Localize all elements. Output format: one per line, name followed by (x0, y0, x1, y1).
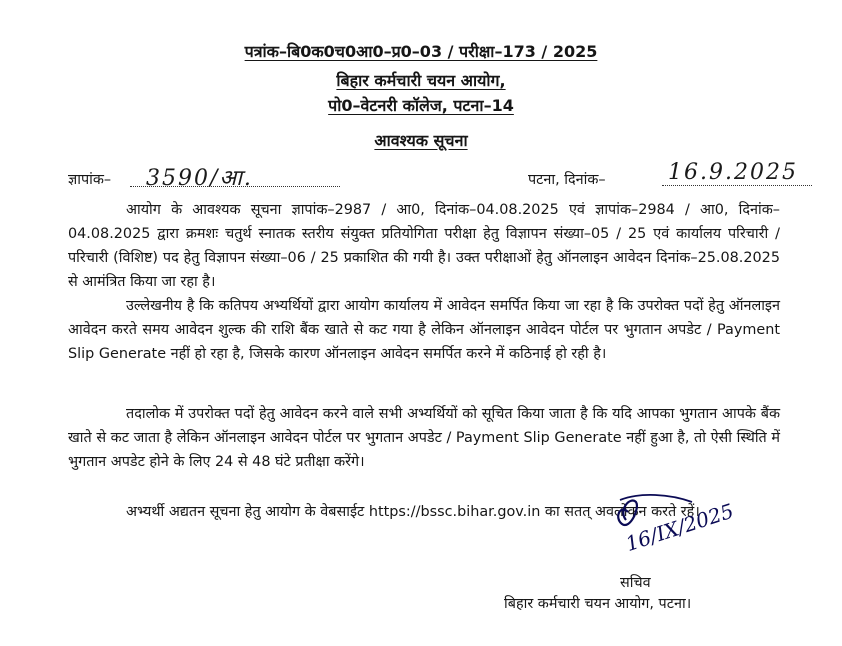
paragraph-4: अभ्यर्थी अद्यतन सूचना हेतु आयोग के वेबसाईट https://bssc.bihar.gov.in का सतत् अवलोकन करते रहें। (126, 504, 700, 520)
organization-address: पो0–वेटनरी कॉलेज, पटना–14 (328, 96, 514, 115)
signature-handwritten-date: 16/IX/2025 (622, 498, 737, 556)
date-label: पटना, दिनांक– (528, 172, 606, 188)
memo-handwritten-number: 3590/आ. (146, 166, 253, 191)
paragraph-2: उल्लेखनीय है कि कतिपय अभ्यर्थियों द्वारा आयोग कार्यालय में आवेदन समर्पित किया जा रहा है कि उपरोक्त पदों हेतु ऑनलाइन आवेदन करते समय आवेदन शुल्क की राशि बैंक खाते से कट गया है लेकिन ऑनलाइन आवेदन पोर्टल पर भुगतान अपडेट / Payment Slip Generate नहीं हो रहा है, जिसके कारण ऑनलाइन आवेदन समर्पित करने में कठिनाई हो रही है। (68, 298, 780, 362)
memo-label: ज्ञापांक– (68, 172, 112, 188)
date-line (528, 160, 818, 190)
paragraph-3: तदालोक में उपरोक्त पदों हेतु आवेदन करने वाले सभी अभ्यर्थियों को सूचित किया जाता है कि यदि आपका भुगतान आपके बैंक खाते से कट जाता है लेकिन ऑनलाइन आवेदन पोर्टल पर भुगतान अपडेट / Payment Slip Generate नहीं हुआ है, तो ऐसी स्थिति में भुगतान अपडेट होने के लिए 24 से 48 घंटे प्रतीक्षा करेंगे। (68, 406, 780, 470)
signature (600, 490, 750, 580)
reference-number: पत्रांक–बि0क0च0आ0–प्र0–03 / परीक्षा–173 / 2025 (244, 42, 598, 61)
organization-name: बिहार कर्मचारी चयन आयोग, (336, 71, 506, 90)
paragraph-1: आयोग के आवश्यक सूचना ज्ञापांक–2987 / आ0, दिनांक–04.08.2025 एवं ज्ञापांक–2984 / आ0, दिनांक–04.08.2025 द्वारा क्रमशः चतुर्थ स्नातक स्तरीय संयुक्त प्रतियोगिता परीक्षा हेतु विज्ञापन संख्या–05 / 25 एवं कार्यालय परिचारी / परिचारी (विशिष्ट) पद हेतु विज्ञापन संख्या–06 / 25 प्रकाशित की गयी है। उक्त परीक्षाओं हेतु ऑनलाइन आवेदन दिनांक–25.08.2025 से आमंत्रित किया जा रहा है। (68, 202, 780, 290)
handwritten-date: 16.9.2025 (668, 160, 798, 185)
signatory-organization: बिहार कर्मचारी चयन आयोग, पटना। (504, 596, 692, 612)
notice-title: आवश्यक सूचना (374, 131, 468, 150)
signatory-designation: सचिव (620, 575, 651, 591)
date-dotted-line (662, 185, 812, 186)
memo-number-line (68, 164, 368, 192)
